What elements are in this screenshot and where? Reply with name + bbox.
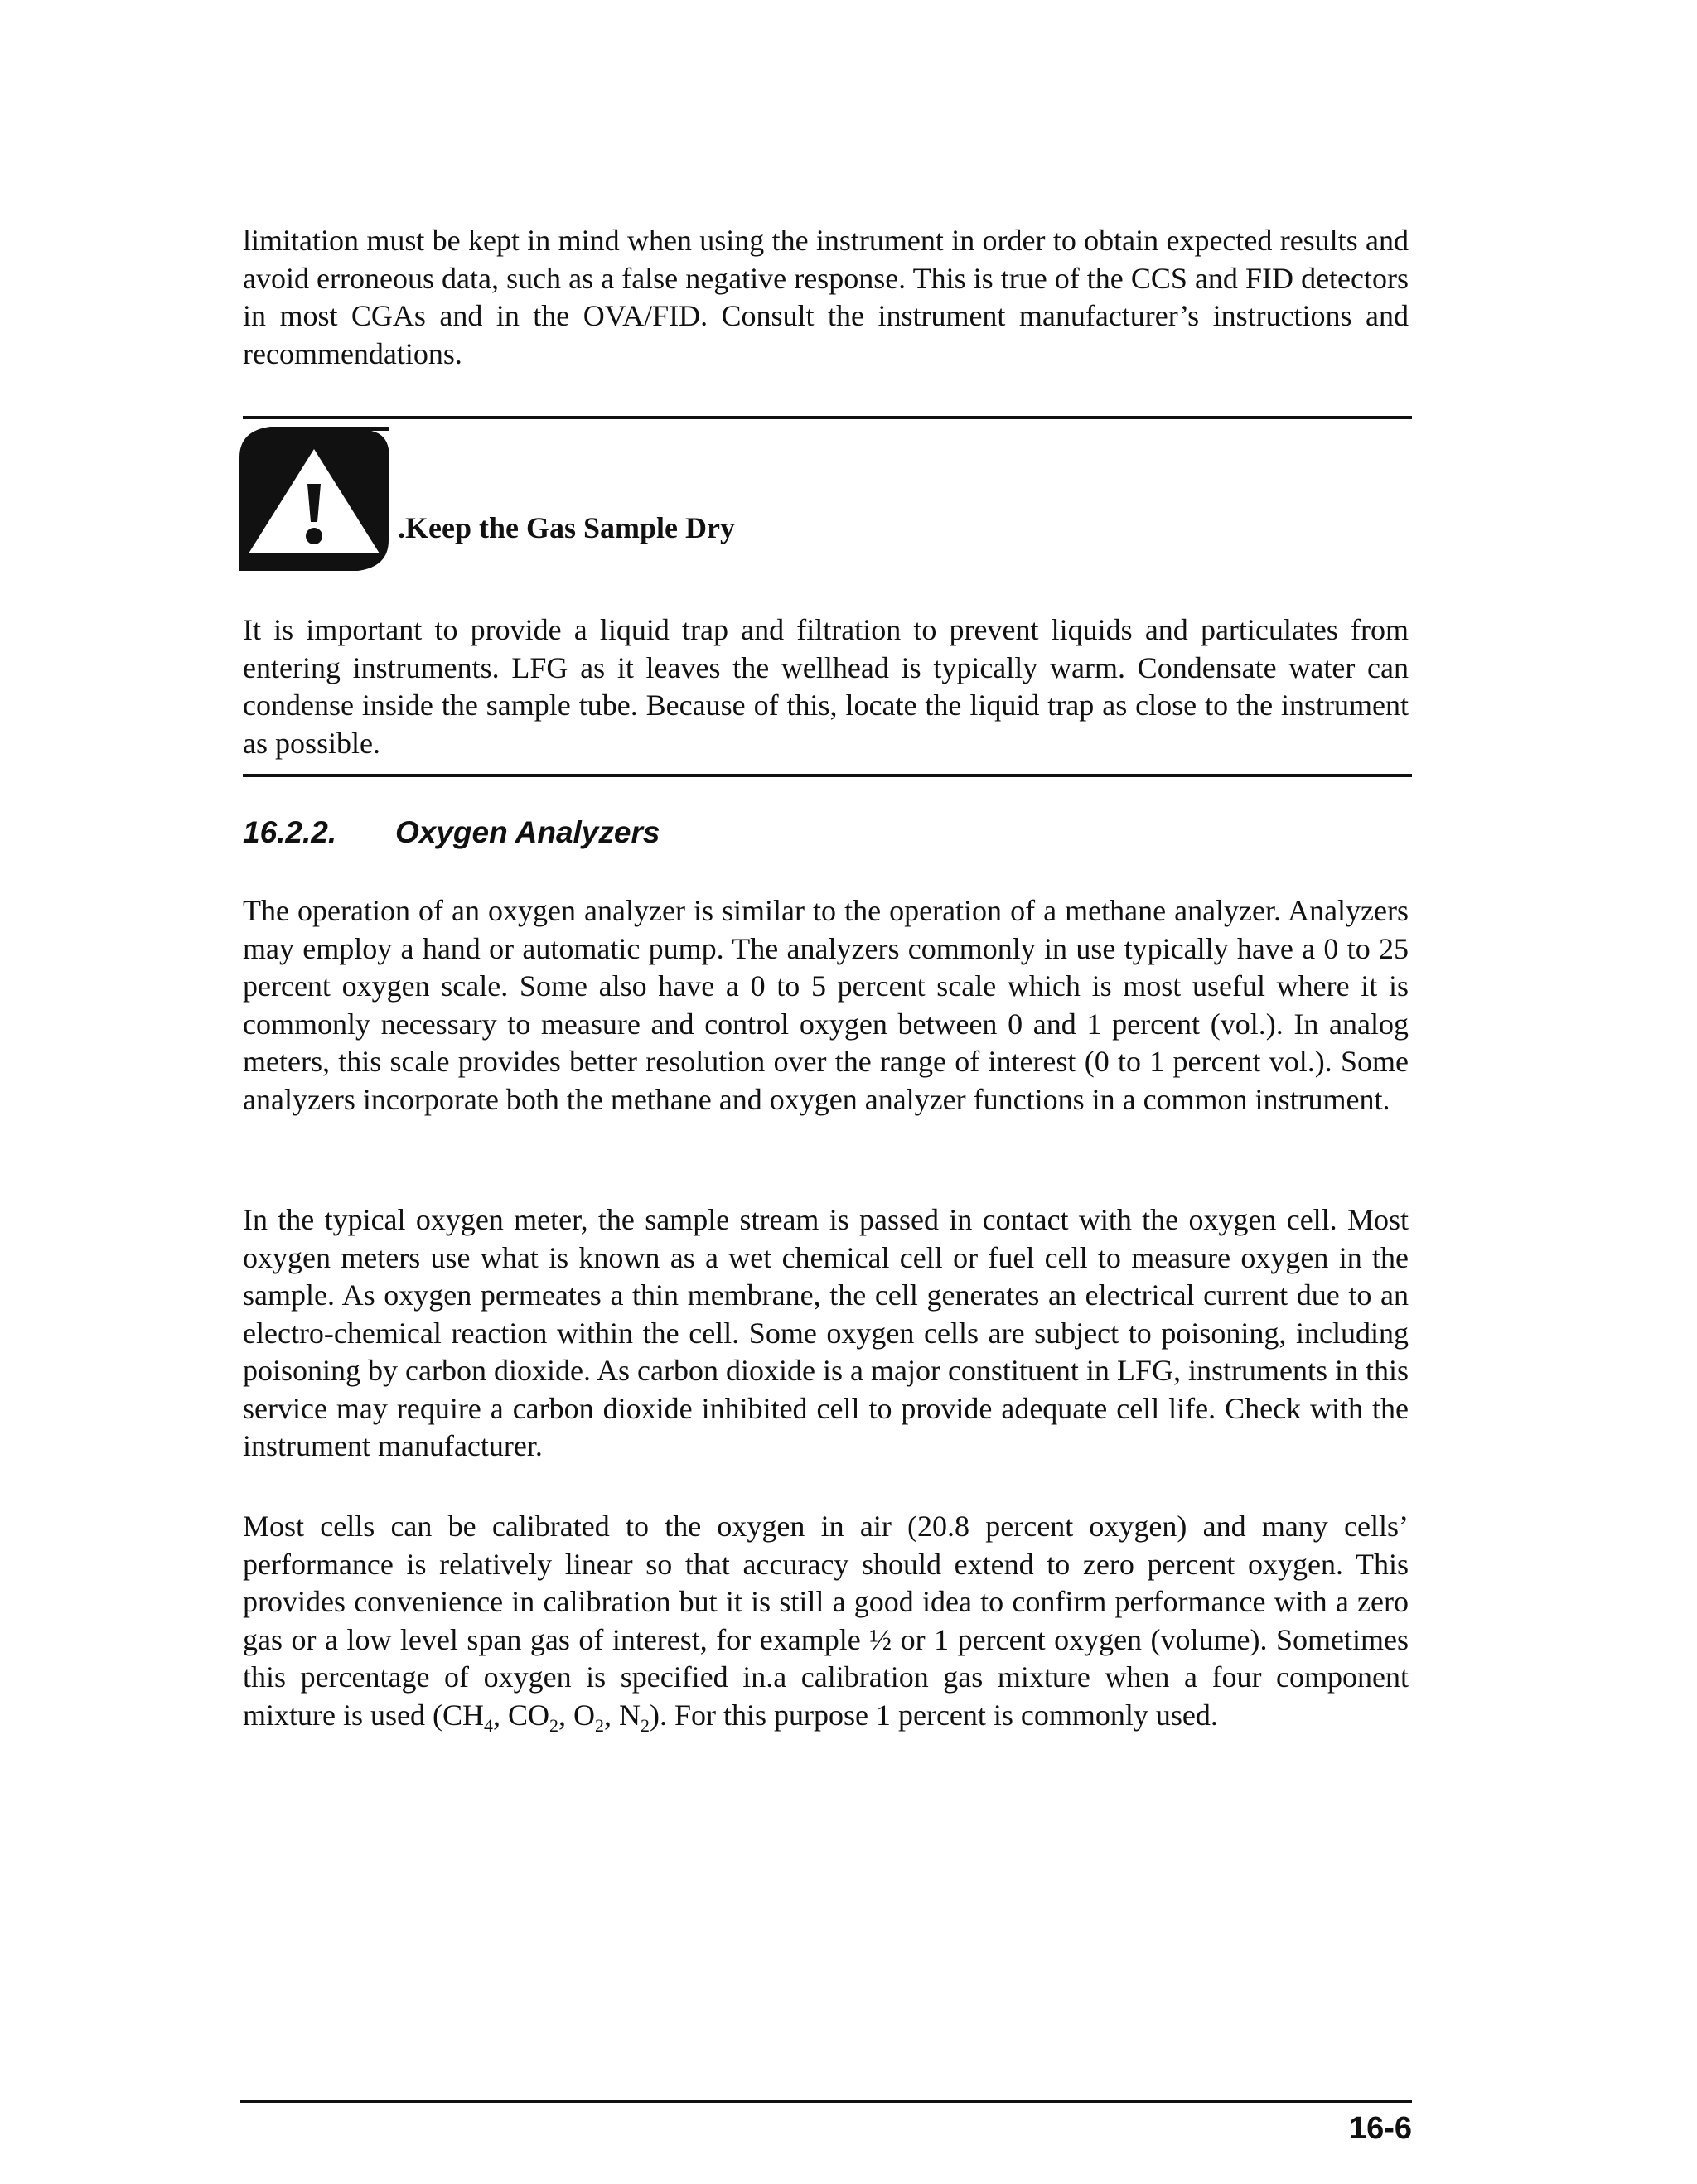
gas-formula-o2: $O_2$ [573,1698,604,1736]
warning-title: .Keep the Gas Sample Dry [398,511,735,544]
section-number: 16.2.2. [243,815,337,849]
oxygen-paragraph-3-text-end: ). For this purpose 1 percent is commonly used. [650,1698,1218,1732]
oxygen-paragraph-2: In the typical oxygen meter, the sample stream is passed in contact with the oxygen cell. Most oxygen meters use what is known as a wet chemical cell or fuel cell to measure oxygen in the sample. As oxygen permeates a thin membrane, the cell generates an electrical current due to an electro-chemical reaction within the cell. Some oxygen cells are subject to poisoning, including poisoning by carbon dioxide. As carbon dioxide is a major constituent in LFG, instruments in this service may require a carbon dioxide inhibited cell to provide adequate cell life. Check with the instrument manufacturer. [243,1203,1409,1462]
warning-top-rule [243,416,1412,419]
section-title: Oxygen Analyzers [395,815,660,849]
footer-rule [240,2100,1412,2103]
warning-triangle-icon [237,424,391,573]
gas-formula-n2: $N_2$ [619,1698,650,1736]
oxygen-paragraph-1: The operation of an oxygen analyzer is similar to the operation of a methane analyzer. Analyzers may employ a hand or automatic pump. The analyzers commonly in use typically have a 0 to 25 percent oxygen scale. Some also have a 0 to 5 percent scale which is most useful where it is commonly necessary to measure and control oxygen between 0 and 1 percent (vol.). In analog meters, this scale provides better resolution over the range of interest (0 to 1 percent vol.). Some analyzers incorporate both the methane and oxygen analyzer functions in a common instrument. [243,894,1409,1116]
intro-paragraph: limitation must be kept in mind when using the instrument in order to obtain expected results and avoid erroneous data, such as a false negative response. This is true of the CCS and FID detectors in most CGAs and in the OVA/FID. Consult the instrument manufacturer’s instructions and recommendations. [243,224,1409,370]
warning-paragraph: It is important to provide a liquid trap and filtration to prevent liquids and particulates from entering instruments. LFG as it leaves the wellhead is typically warm. Condensate water can condense inside the sample tube. Because of this, locate the liquid trap as close to the instrument as possible. [243,613,1409,760]
oxygen-paragraph-3-text: Most cells can be calibrated to the oxygen in air (20.8 percent oxygen) and many cells’ performance is relatively linear so that accuracy should extend to zero percent oxygen. This provides convenience in calibration but it is still a good idea to confirm performance with a zero gas or a low level span gas of interest, for example ½ or 1 percent oxygen (volume). Sometimes this percentage of oxygen is specified in.a calibration gas mixture when a four component mixture is used ( [243,1510,1409,1732]
oxygen-paragraph-3: Most cells can be calibrated to the oxygen in air (20.8 percent oxygen) and many cells’ performance is relatively linear so that accuracy should extend to zero percent oxygen. This provides convenience in calibration but it is still a good idea to confirm performance with a zero gas or a low level span gas of interest, for example ½ or 1 percent oxygen (volume). Sometimes this percentage of oxygen is specified in.a calibration gas mixture when a four component mixture is used ($CH_4$, $CO_2$, $O_2$, $N_2$). For this purpose 1 percent is commonly used. [243,1510,1409,1736]
page-number: 16-6 [1348,2111,1412,2146]
gas-formula-co2: $CO_2$ [507,1698,558,1736]
warning-bottom-rule [243,774,1412,777]
section-heading [243,815,660,850]
gas-formula-ch4: $CH_4$ [442,1698,493,1736]
